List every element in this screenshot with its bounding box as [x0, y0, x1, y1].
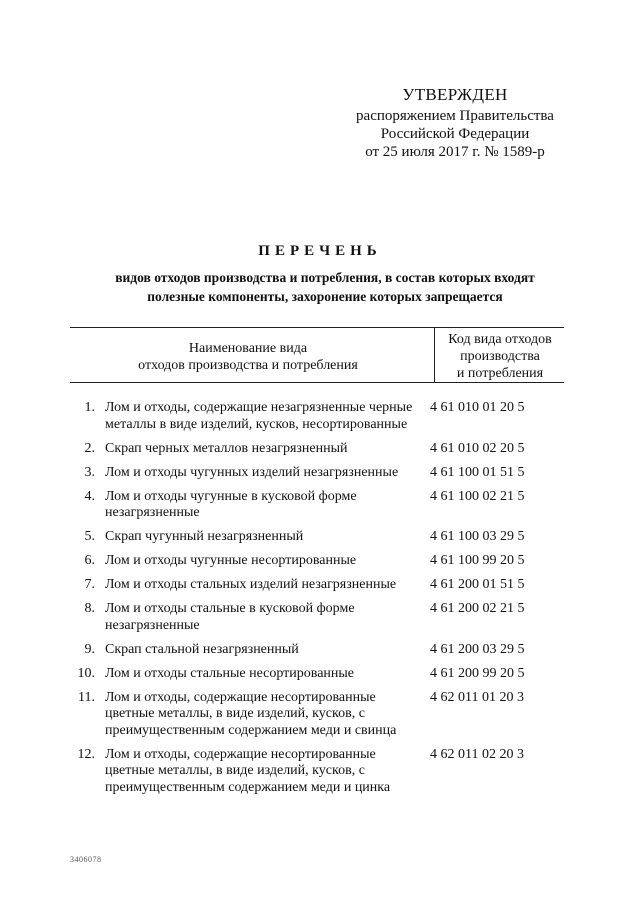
approval-line-3: от 25 июля 2017 г. № 1589-р: [365, 144, 545, 160]
row-waste-code: 4 61 200 03 29 5: [430, 641, 525, 657]
table-row: [70, 553, 564, 570]
row-number: 9.: [84, 641, 95, 657]
row-waste-code: 4 61 010 01 20 5: [430, 400, 525, 415]
row-waste-name: Лом и отходы, содержащие несортированные цветные металлы, в виде изделий, кусков, с преимущественным содержанием меди и свинца: [105, 689, 397, 738]
row-number: 7.: [84, 577, 95, 592]
row-waste-code: 4 62 011 01 20 3: [430, 689, 524, 705]
row-waste-name: Лом и отходы чугунные несортированные: [105, 553, 357, 568]
row-waste-name: Лом и отходы, содержащие незагрязненные черные металлы в виде изделий, кусков, несортированные: [105, 400, 413, 432]
column-header-name-line-2: отходов производства и потребления: [138, 358, 358, 373]
column-header-name-line-1: Наименование вида: [188, 341, 308, 356]
column-header-code-line-1: Код вида отходов: [448, 332, 552, 347]
row-waste-name: Лом и отходы чугунных изделий незагрязненные: [105, 464, 399, 480]
row-number: 12.: [77, 746, 95, 762]
column-header-code-line-3: и потребления: [456, 366, 544, 381]
column-header-code-line-2: производства: [460, 349, 540, 364]
row-waste-name: Скрап стальной незагрязненный: [105, 641, 299, 657]
row-waste-name: Скрап черных металлов незагрязненный: [105, 440, 348, 456]
table-row: [70, 465, 564, 482]
table-row: [70, 747, 564, 797]
row-waste-name: Лом и отходы стальных изделий незагрязненные: [105, 577, 397, 592]
table-row: [70, 400, 564, 433]
row-waste-code: 4 62 011 02 20 3: [430, 746, 524, 762]
subtitle-line-1: видов отходов производства и потребления, в состав которых входят: [115, 270, 535, 285]
row-waste-code: 4 61 100 01 51 5: [430, 464, 525, 480]
row-waste-code: 4 61 100 99 20 5: [430, 553, 525, 568]
waste-list: [70, 400, 564, 804]
subtitle-line-2: полезные компоненты, захоронение которых запрещается: [147, 289, 503, 304]
table-row: [70, 666, 564, 683]
row-waste-name: Скрап чугунный незагрязненный: [105, 529, 304, 544]
row-waste-name: Лом и отходы чугунные в кусковой форме незагрязненные: [105, 488, 357, 520]
document-title: ПЕРЕЧЕНЬ: [258, 243, 382, 259]
column-header-code: [436, 331, 564, 382]
document-subtitle: [60, 268, 590, 306]
row-number: 5.: [84, 529, 95, 544]
row-waste-name: Лом и отходы стальные в кусковой форме незагрязненные: [105, 601, 355, 633]
approval-line-1: распоряжением Правительства: [356, 108, 554, 124]
column-header-name: [70, 340, 426, 374]
row-waste-code: 4 61 200 99 20 5: [430, 665, 525, 681]
row-waste-name: Лом и отходы стальные несортированные: [105, 665, 355, 681]
row-number: 11.: [78, 689, 95, 705]
row-number: 4.: [84, 488, 95, 504]
table-row: [70, 529, 564, 546]
approval-stamp: [340, 86, 570, 161]
row-waste-code: 4 61 100 02 21 5: [430, 488, 525, 504]
column-divider: [434, 328, 435, 382]
approval-title: УТВЕРЖДЕН: [402, 85, 508, 104]
table-header: [70, 327, 564, 383]
table-row: [70, 489, 564, 522]
row-waste-code: 4 61 200 02 21 5: [430, 601, 525, 616]
row-waste-name: Лом и отходы, содержащие несортированные цветные металлы, в виде изделий, кусков, с преимущественным содержанием меди и цинка: [105, 746, 391, 795]
table-row: [70, 577, 564, 594]
row-number: 2.: [84, 440, 95, 456]
row-number: 10.: [77, 665, 95, 681]
row-number: 6.: [84, 553, 95, 568]
approval-line-2: Российской Федерации: [380, 126, 530, 142]
table-row: [70, 642, 564, 659]
table-row: [70, 601, 564, 634]
row-waste-code: 4 61 100 03 29 5: [430, 529, 525, 544]
row-waste-code: 4 61 200 01 51 5: [430, 577, 525, 592]
row-waste-code: 4 61 010 02 20 5: [430, 440, 525, 456]
row-number: 8.: [84, 601, 95, 616]
row-number: 3.: [84, 464, 95, 480]
row-number: 1.: [84, 400, 95, 415]
table-row: [70, 441, 564, 458]
table-row: [70, 690, 564, 740]
footer-document-code: 3406078: [70, 855, 102, 864]
